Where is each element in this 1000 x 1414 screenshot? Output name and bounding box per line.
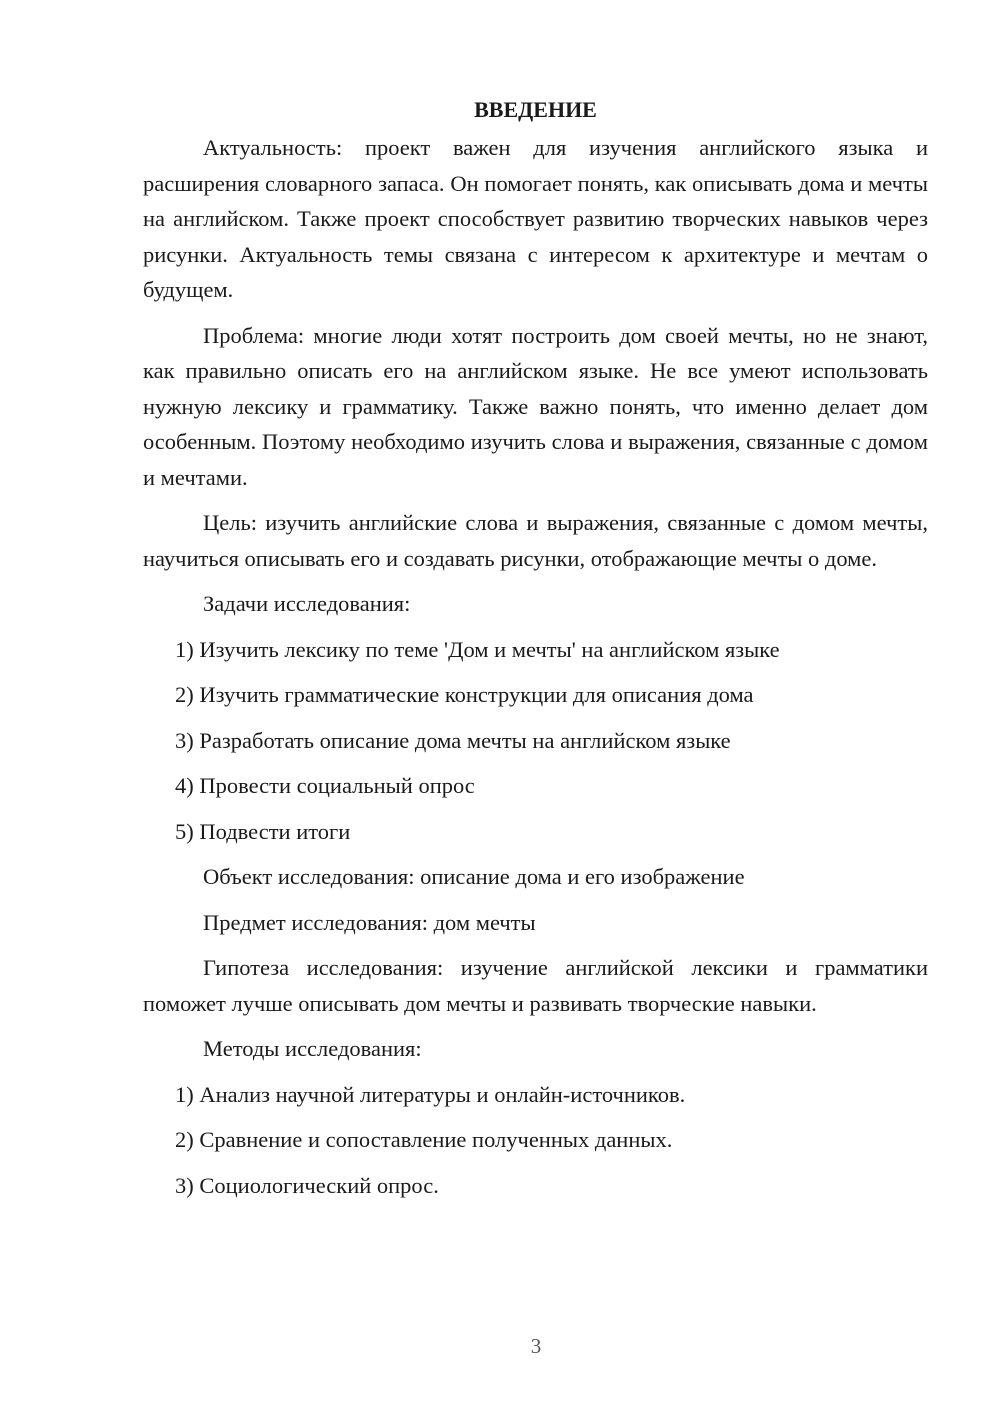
goal-paragraph: Цель: изучить английские слова и выражения, связанные с домом мечты, научиться описывать его и создавать рисунки, отображающие мечты о доме. bbox=[143, 510, 928, 571]
document-page bbox=[143, 92, 928, 1213]
research-object: Объект исследования: описание дома и его изображение bbox=[203, 864, 745, 889]
method-item-2: 2) Сравнение и сопоставление полученных данных. bbox=[175, 1127, 673, 1152]
method-item-3: 3) Социологический опрос. bbox=[175, 1172, 439, 1198]
task-item-3: 3) Разработать описание дома мечты на английском языке bbox=[175, 727, 731, 753]
relevance-paragraph: Актуальность: проект важен для изучения английского языка и расширения словарного запаса. Он помогает понять, как описывать дома и мечты на английском. Также проект способствует развитию творческих навыков через рисунки. Актуальность темы связана с интересом к архитектуре и мечтам о будущем. bbox=[143, 135, 928, 302]
research-subject: Предмет исследования: дом мечты bbox=[203, 909, 536, 935]
task-item-1: 1) Изучить лексику по теме 'Дом и мечты' на английском языке bbox=[175, 636, 780, 662]
tasks-heading: Задачи исследования: bbox=[203, 591, 411, 616]
problem-paragraph: Проблема: многие люди хотят построить дом своей мечты, но не знают, как правильно описать его на английском языке. Не все умеют использовать нужную лексику и грамматику. Также важно понять, что именно делает дом особенным. Поэтому необходимо изучить слова и выражения, связанные с домом и мечтами. bbox=[143, 322, 928, 490]
method-item-1: 1) Анализ научной литературы и онлайн-источников. bbox=[175, 1081, 686, 1107]
task-item-2: 2) Изучить грамматические конструкции для описания дома bbox=[175, 682, 754, 707]
task-item-5: 5) Подвести итоги bbox=[175, 818, 351, 844]
page-title: ВВЕДЕНИЕ bbox=[474, 97, 597, 122]
task-item-4: 4) Провести социальный опрос bbox=[175, 773, 475, 798]
page-number: 3 bbox=[530, 1334, 542, 1358]
methods-heading: Методы исследования: bbox=[203, 1036, 422, 1061]
hypothesis-paragraph: Гипотеза исследования: изучение английской лексики и грамматики поможет лучше описывать дом мечты и развивать творческие навыки. bbox=[143, 955, 928, 1016]
